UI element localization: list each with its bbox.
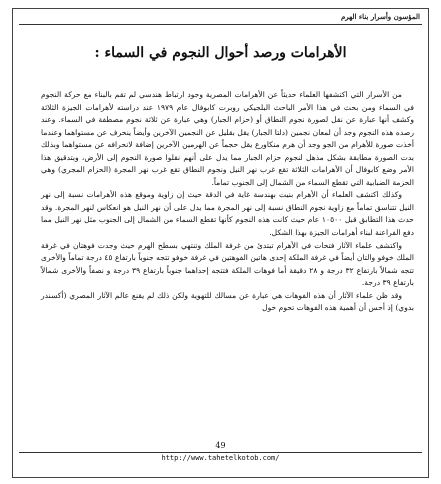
- footer-divider: [19, 452, 422, 453]
- body-text: [41, 89, 414, 315]
- header-divider: [19, 24, 422, 25]
- paragraph: من الأسرار التي اكتشفها العلماء حديثاً عن الأهرامات المصرية وجود ارتباط هندسي لم تقم بالبناء مع حركة النجوم في السماء ومن بحث في هذا الأمر الباحث البلجيكي روبرت كابوفال عام ١٩٧٩ عند دراسته لأهرامات الجيزة الثلاثة وكشف أنها عبارة عن نقل لصورة نجوم النطاق أو (حزام الجبار) وهي عبارة عن ثلاثة نجوم مصطفة في السماء. وعند رصده هذه النجوم وجد أن لمعان نجمين (دلتا الجبار) يقل بقليل عن النجمين الآخرين وأيضاً ينحرف عن مستواهما وعندما أخذت صورة للأهرام من الجو وجد أن هرم منكاورع يقل حجماً عن الهرمين الآخرين إضافة لانحرافه عن مستواهما وبذلك بدت الصورة مطابقة بشكل مذهل لنجوم حزام الجبار مما يدل على أنهم نقلوا صورة النجوم إلى الأرض، وبتدقيق هذا الأمر وضع كابوفال أن الأهرامات الثلاثة تقع غرب نهر النيل ونجوم النطاق تقع غرب نهر المجرة (الحزام المجري) وهي الحزمة الضبابية التي تقطع السماء من الشمال إلى الجنوب تماماً.: [41, 90, 414, 187]
- page-number: 49: [215, 441, 226, 450]
- footer-url: http://www.tahetelkotob.com/: [161, 454, 280, 462]
- paragraph: واكتشف علماء الآثار فتحات في الأهرام تبتدئ من غرفة الملك وتنتهي بسطح الهرم حيث وجدت فوهتان في غرفة الملك خوفو والتان أيضاً في غرفة الملكة إحدى هاتين الفوهتين في غرفة خوفو تتجه جنوباً بارتفاع ٤٥ درجة تماماً والأخرى تتجه شمالاً بارتفاع ٣٢ درجة و ٢٨ دقيقة أما فوهات الملكة فتتجه إحداهما جنوباً بارتفاع ٣٩ درجة و نصفاً والأخرى شمالاً بارتفاع ٣٩ درجة.: [41, 240, 414, 288]
- book-page: [12, 8, 429, 478]
- paragraph: وكذلك اكتشف العلماء أن الأهرام بنيت بهندسة غاية في الدقة حيث إن زاوية وموقع هذه الأهرامات نسبة إلى نهر النيل تتناسق تماماً مع زاوية نجوم النطاق نسبة إلى نهر المجرة مما يدل على أن نهر النيل هو انعكاس لنهر المجرة. وقد حدث هذا التطابق قبل ١٠٥٠٠ عام حيث كانت هذه النجوم كأنها تقطع السماء من الشمال إلى الجنوب مثل نهر النيل مما دفع الفراعنة لبناء أهرامات الجيزة بهذا الشكل.: [41, 190, 414, 238]
- paragraph: وقد ظن علماء الآثار أن هذه الفوهات هي عبارة عن مسالك للتهوية ولكن ذلك لم يقنع عالم الآثار المصري (أكسندر بدوي) إذ أحس أن أهمية هذه الفوهات تحوم حول: [41, 290, 414, 313]
- chapter-title: الأهرامات ورصد أحوال النجوم في السماء :: [94, 45, 347, 61]
- running-header: المؤسون وأسرار بناء الهرم: [340, 12, 420, 21]
